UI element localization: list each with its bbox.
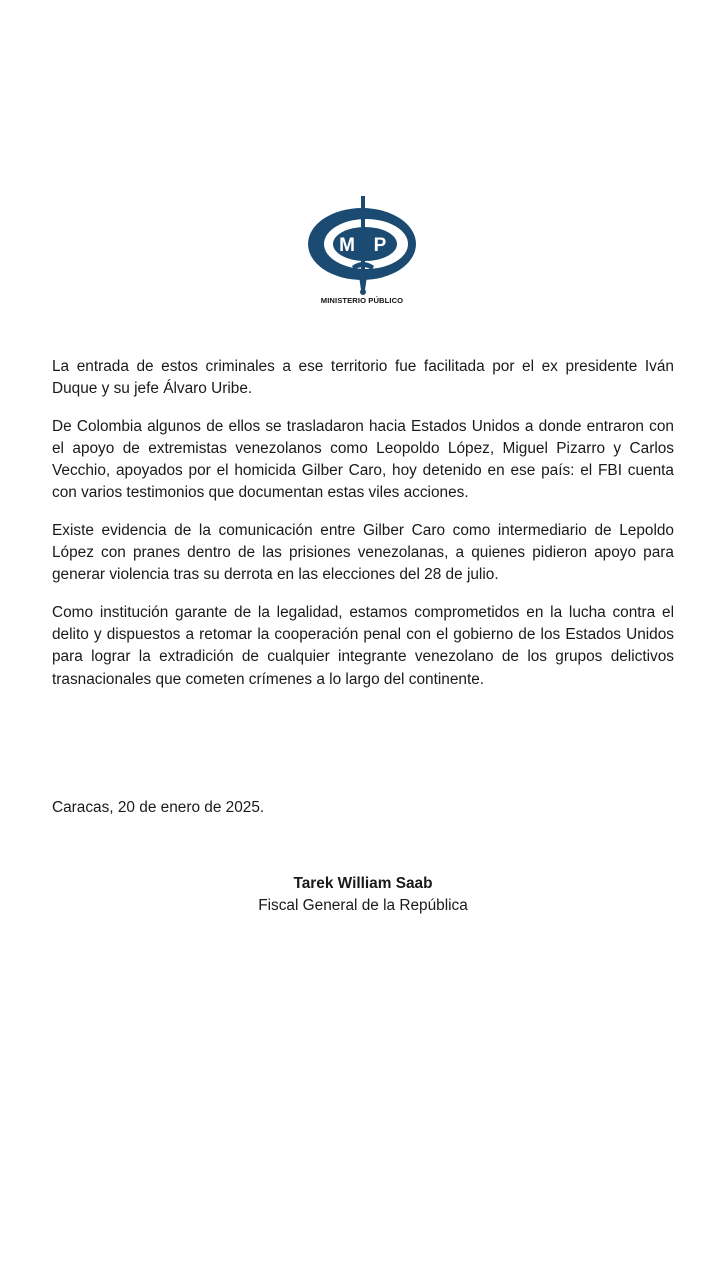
ministerio-publico-logo (300, 192, 424, 312)
date-line: Caracas, 20 de enero de 2025. (52, 799, 265, 816)
paragraph-2: De Colombia algunos de ellos se trasladaron hacia Estados Unidos a donde entraron con el apoyo de extremistas venezolanos como Leopoldo López, Miguel Pizarro y Carlos Vecchio, apoyados por el homicida Gilber Caro, hoy detenido en ese país: el FBI cuenta con varios testimonios que documentan estas viles acciones. (52, 417, 674, 502)
paragraph-1: La entrada de estos criminales a ese territorio fue facilitada por el ex presidente Iván Duque y su jefe Álvaro Uribe. (52, 358, 674, 398)
logo-caption: MINISTERIO PÚBLICO (320, 296, 404, 305)
logo-letter-p: P (373, 235, 387, 256)
logo-letter-m: M (339, 235, 355, 256)
signature-block (200, 873, 526, 917)
paragraph-4: Como institución garante de la legalidad, estamos comprometidos en la lucha contra el delito y dispuestos a retomar la cooperación penal con el gobierno de los Estados Unidos para lograr la extradición de cualquier integrante venezolano de los grupos delictivos trasnacionales que cometen crímenes a lo largo del continente. (52, 603, 674, 688)
paragraph-3: Existe evidencia de la comunicación entre Gilber Caro como intermediario de Lepoldo López con pranes dentro de las prisiones venezolanas, a quienes pidieron apoyo para generar violencia tras su derrota en las elecciones del 28 de julio. (52, 521, 674, 584)
mp-emblem-icon (300, 192, 424, 296)
signatory-name: Tarek William Saab (293, 875, 433, 892)
statement-body (52, 356, 674, 706)
signatory-title: Fiscal General de la República (258, 897, 468, 914)
